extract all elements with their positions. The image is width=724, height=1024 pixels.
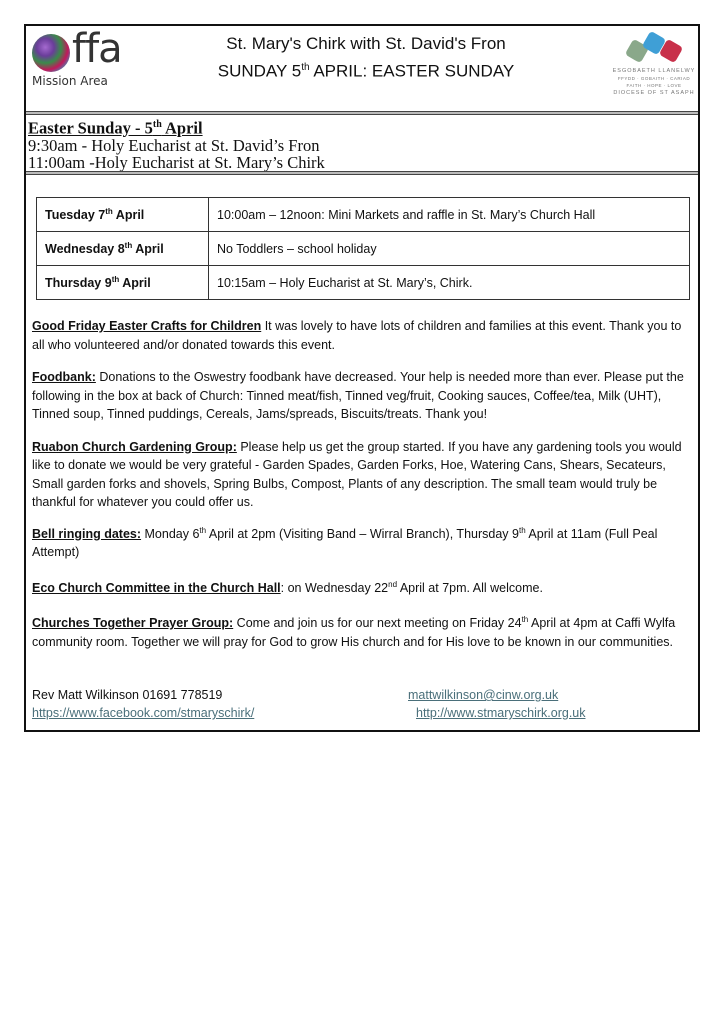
date-suffix: nd [388,579,398,589]
notice-text: It was lovely to have lots of children and families at this event. Thank you to all who volunteered and/or donated towards this event. [32,319,682,352]
page-title [146,32,586,84]
schedule-event: 10:15am – Holy Eucharist at St. Mary’s, Chirk. [209,266,690,300]
day-suffix: th [105,206,113,216]
day-suffix: th [111,274,120,284]
diocese-logo [612,32,696,98]
notice-text: April at 7pm. All welcome. [397,580,543,595]
schedule-event: 10:00am – 12noon: Mini Markets and raffle in St. Mary’s Church Hall [209,198,690,232]
schedule-event: No Toddlers – school holiday [209,232,690,266]
table-row [37,232,690,266]
day-month: April [132,242,164,257]
easter-services [28,116,325,171]
notice-label: Bell ringing dates: [32,526,142,541]
day-text: Tuesday 7 [45,208,106,223]
easter-heading-month: April [161,118,203,138]
easter-heading-text: Easter Sunday - 5 [28,118,153,138]
diocese-english-motto: FAITH · HOPE · LOVE [626,83,682,88]
notice-text: April at 2pm (Visiting Band – Wirral Branch), Thursday 9 [206,526,519,541]
notice-prayer-group [32,611,696,651]
date-suffix: th [518,525,526,535]
title-date: SUNDAY 5 [217,61,302,81]
schedule-day [37,266,209,300]
offa-emblem-icon [32,34,70,72]
notice-text: : on Wednesday 22 [280,580,389,595]
website-link[interactable]: http://www.stmaryschirk.org.uk [416,706,586,720]
notice-crafts [32,317,696,354]
title-date-suffix: th [301,62,310,73]
notice-label: Eco Church Committee in the Church Hall [32,580,281,595]
date-suffix: th [521,615,529,625]
divider [26,171,698,175]
notice-text: Donations to the Oswestry foodbank have decreased. Your help is needed more than ever. Please put the following in the box at back of Church: Tinned meat/fish, Tinned veg/fruit, Cooking sauces, Coffee/tea, Milk (UHT), Tinned soup, Tinned puddings, Cereals, Jams/spreads, Biscuits/treats. Thank you! [32,370,684,421]
email-link[interactable]: mattwilkinson@cinw.org.uk [408,688,559,702]
notice-gardening [32,438,696,512]
notice-text: April at 11am (Full Peal Attempt) [32,526,658,560]
title-line-2 [146,56,586,84]
notice-text: Please help us get the group started. If you have any gardening tools you would like to donate we would be very grateful - Garden Spades, Garden Forks, Hoe, Watering Cans, Shears, Secateurs, Small garden forks and shovels, Spring Bulbs, Compost, Plants of any description. The small team would truly be thankful for whatever you could offer us. [32,439,682,509]
date-suffix: th [199,525,207,535]
divider [26,111,698,115]
day-text: Wednesday 8 [45,242,125,257]
schedule-day [37,232,209,266]
service-item: 11:00am -Holy Eucharist at St. Mary’s Chirk [28,152,325,172]
notice-text: April at 4pm at Caffi Wylfa community room. Together we will pray for God to grow His church and for His love to be known in our communities. [32,616,676,649]
offa-mission-area-logo [30,26,140,90]
diocese-welsh-name: ESGOBAETH LLANELWY [612,68,696,74]
facebook-link[interactable]: https://www.facebook.com/stmaryschirk/ [32,706,255,720]
header [26,26,698,102]
diocese-welsh-motto: FFYDD · GOBAITH · CARIAD [617,76,691,81]
diocese-english-name: DIOCESE OF ST ASAPH [613,90,695,96]
contact-details [32,686,696,722]
day-month: April [112,208,145,223]
easter-heading-suffix: th [152,119,162,130]
newsletter-frame [24,24,700,732]
title-line-1: St. Mary's Chirk with St. David's Fron [226,34,506,53]
diocese-hexagons-icon [626,34,682,58]
day-text: Thursday 9 [45,276,112,291]
day-month: April [119,276,151,291]
notice-bell-ringing [32,522,696,562]
notices [32,317,696,665]
logo-ffa-text: ffa [72,26,122,72]
notice-text: Monday 6 [141,526,200,541]
table-row [37,198,690,232]
notice-label: Churches Together Prayer Group: [32,616,234,631]
notice-eco-church [32,576,696,598]
notice-label: Good Friday Easter Crafts for Children [32,319,262,333]
notice-label: Foodbank: [32,370,96,384]
notice-label: Ruabon Church Gardening Group: [32,439,237,454]
title-occasion: APRIL: EASTER SUNDAY [309,61,515,81]
logo-mission-area-text: Mission Area [32,74,108,88]
easter-heading [28,116,325,137]
vicar-name-phone: Rev Matt Wilkinson 01691 778519 [32,688,223,702]
notice-text: Come and join us for our next meeting on Friday 24 [233,616,522,631]
schedule-day [37,198,209,232]
service-item: 9:30am - Holy Eucharist at St. David’s Fron [28,135,320,155]
contact-row [32,686,696,704]
weekly-schedule-table [36,197,690,300]
notice-foodbank [32,368,696,424]
contact-row [32,704,696,722]
table-row [37,266,690,300]
day-suffix: th [124,240,133,250]
